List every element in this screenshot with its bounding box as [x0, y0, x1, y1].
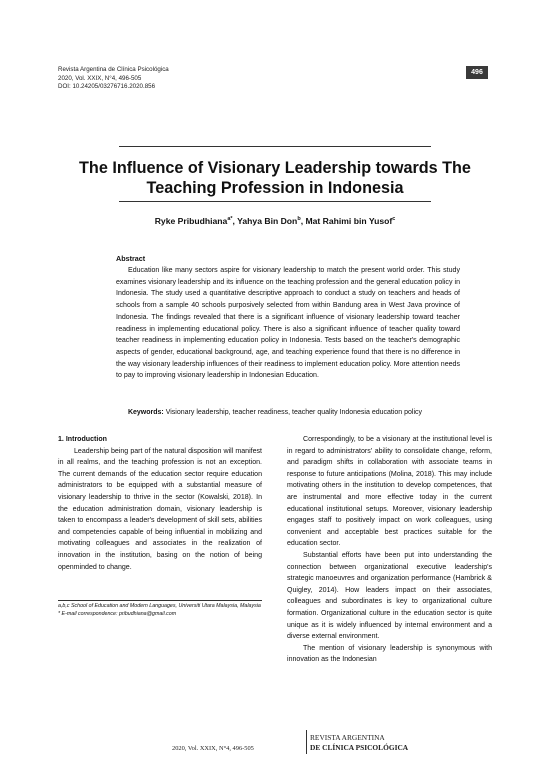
author-1: Ryke Pribudhiana: [154, 215, 228, 226]
footnote-email: * E-mail correspondence: pribudhiana@gmail.com: [58, 610, 177, 617]
keywords-text: Visionary leadership, teacher readiness, teacher quality Indonesia education policy: [163, 409, 423, 416]
footer-journal-logo: [310, 733, 408, 753]
footer-volume: 2020, Vol. XXIX, N°4, 496-505: [172, 745, 254, 752]
author-2: Yahya Bin Don: [237, 215, 298, 226]
keywords: [60, 409, 490, 416]
footnote-affiliations: a,b,c School of Education and Modern Languages, Universiti Utara Malaysia, Malaysia: [58, 603, 261, 609]
footer-journal-line-2: DE CLÍNICA PSICOLÓGICA: [310, 743, 409, 752]
author-1-affiliation: a*: [227, 216, 233, 222]
abstract-text: Education like many sectors aspire for visionary leadership to match the present world order. This study examines visionary leadership and its influence on the teaching profession and the general education policy in Indonesia. The study used a quantitative descriptive approach to conduct a study on teachers and heads of schools from a sample 40 schools purposively selected from within Bandung area in West Java province of Indonesia. The findings revealed that there is a significant influence of visionary leadership toward teacher readiness in implementing educational policy. There is also a significant influence of teacher quality toward teacher readiness in implementing education policy in Indonesia. Tests based on the teacher's demographic aspects of gender, educational background, age, and teaching experience found that there is no difference in the way visionary leadership influences of their readiness to implement education policy. More attention needs to pay to improving visionary leadership in Indonesian Education.: [116, 267, 460, 380]
title-line-2: Teaching Profession in Indonesia: [146, 179, 404, 197]
section-heading-introduction: 1. Introduction: [58, 436, 107, 443]
author-list: [60, 213, 490, 227]
volume-info: 2020, Vol. XXIX, N°4, 496-505: [58, 74, 142, 82]
footnote-rule: [58, 600, 262, 601]
author-separator: ,: [300, 215, 306, 226]
page-number-badge: 496: [466, 66, 488, 79]
author-3: Mat Rahimi bin Yusof: [305, 215, 393, 226]
paragraph: Correspondingly, to be a visionary at the institutional level is in regard to administrators' ability to consolidate change, reform, and paradigm shifts in collaboration with associate teams in response to future anticipations (Molina, 2018). This may include motivating others in the institution to develop competences, that are instrumental and more effective today in the current educational institutional setups. Moreover, visionary leadership engages staff to positively impact on work colleagues, using convenient and acceptable best practices suitable for the education sector.: [287, 436, 492, 548]
doi: DOI: 10.24205/03276716.2020.856: [58, 83, 156, 91]
footnote: [58, 603, 268, 618]
journal-name: Revista Argentina de Clínica Psicológica: [58, 66, 169, 73]
title-line-1: The Influence of Visionary Leadership towards The: [79, 159, 471, 177]
author-separator: ,: [232, 215, 238, 226]
paper-title: [60, 158, 490, 198]
abstract-heading: Abstract: [116, 254, 146, 263]
title-bottom-rule: [119, 201, 431, 202]
author-3-affiliation: c: [392, 216, 396, 222]
author-2-affiliation: b: [297, 216, 301, 222]
running-header: [58, 66, 169, 92]
keywords-label: Keywords:: [127, 409, 164, 416]
paragraph: Substantial efforts have been put into understanding the connection between organizational executive leadership's strategic manoeuvres and organization performance (Hambrick & Quigley, 2014). How leaders impact on their associates, colleagues and subordinates is key to organizational culture formation. Organizational culture in the education sector is quite unique as it is widely influenced by internal environment and a diverse external environment.: [287, 551, 492, 641]
right-column: [287, 434, 492, 666]
left-column: [58, 434, 262, 573]
footer-divider: [306, 730, 307, 754]
footer-journal-line-1: REVISTA ARGENTINA: [310, 733, 385, 742]
title-top-rule: [119, 146, 431, 147]
paragraph: Leadership being part of the natural disposition will manifest in all realms, and the teaching profession is not an exception. The current demands of the education sector require education administrators to be equipped with a substantial measure of visionary leadership to thrive in the sector (Kowalski, 2018). In the education administration domain, visionary leadership is taken to encompass a leader's development of skill sets, abilities and competencies capable of being influential in mobilizing and motivating colleagues and associates in the realization of innovation in the institution, basing on the notion of being openminded to change.: [58, 447, 262, 571]
paragraph: The mention of visionary leadership is synonymous with innovation as the Indonesian: [287, 644, 492, 664]
